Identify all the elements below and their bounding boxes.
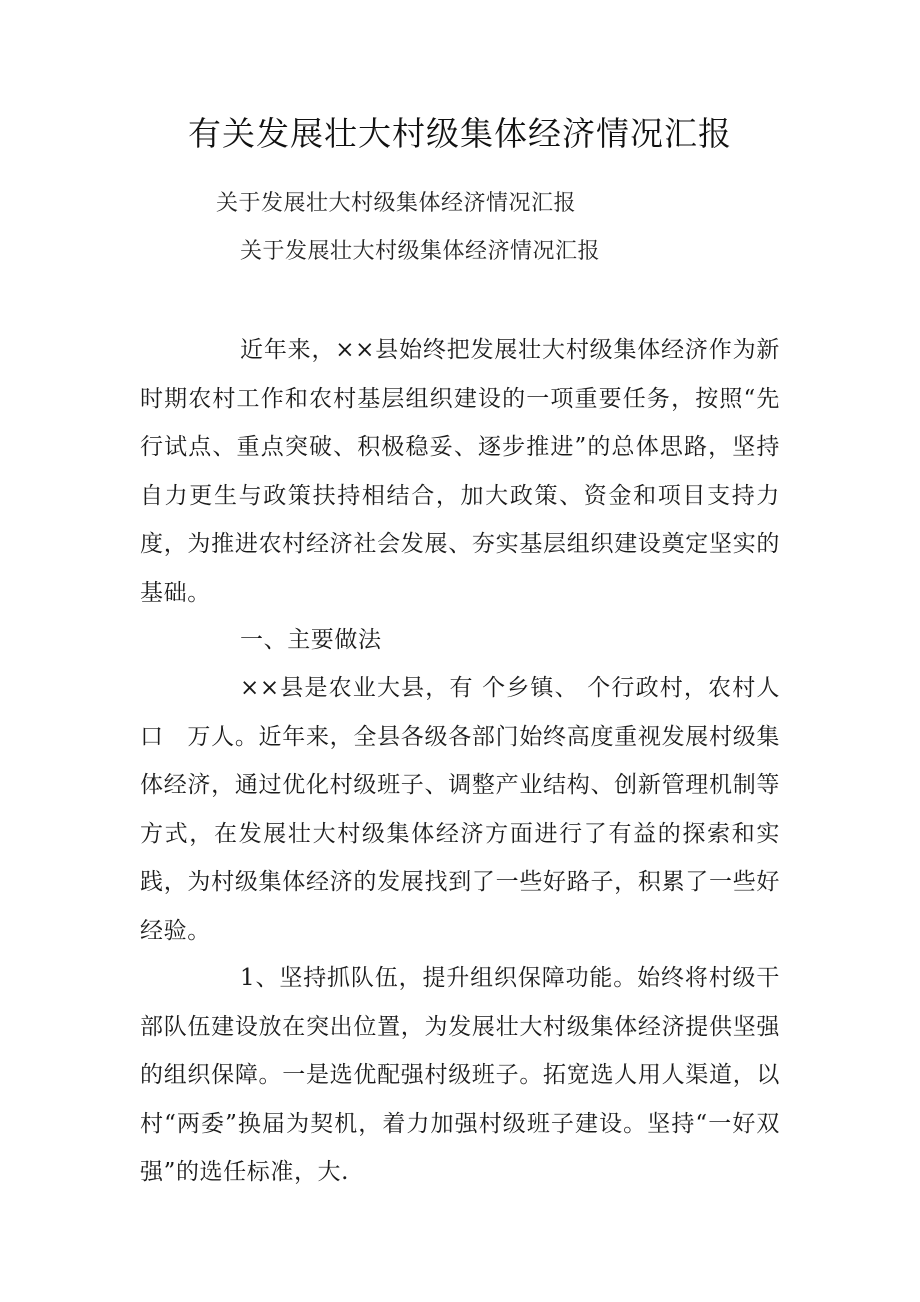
section-heading-main-practices: 一、主要做法 [240,627,382,653]
document-subtitle: 关于发展壮大村级集体经济情况汇报 [216,191,577,216]
paragraph-team-building: 1、坚持抓队伍，提升组织保障功能。始终将村级干部队伍建设放在突出位置，为发展壮大村级集体经济提供坚强的组织保障。一是选优配强村级班子。拓宽选人用人渠道，以村“两委”换届为契机，着力加强村级班子建设。坚持“一好双强”的选任标准，大. [140,965,780,1185]
paragraph-county-overview: ××县是农业大县，有 个乡镇、 个行政村，农村人口 万人。近年来，全县各级各部门始终高度重视发展村级集体经济，通过优化村级班子、调整产业结构、创新管理机制等方式，在发展壮大村级集体经济方面进行了有益的探索和实践，为村级集体经济的发展找到了一些好路子，积累了一些好经验。 [140,675,780,944]
document-title: 有关发展壮大村级集体经济情况汇报 [188,114,732,153]
paragraph-intro: 近年来，××县始终把发展壮大村级集体经济作为新时期农村工作和农村基层组织建设的一项重要任务，按照“先行试点、重点突破、积极稳妥、逐步推进”的总体思路，坚持自力更生与政策扶持相结合，加大政策、资金和项目支持力度，为推进农村经济社会发展、夯实基层组织建设奠定坚实的基础。 [140,337,780,606]
document-subtitle-repeat: 关于发展壮大村级集体经济情况汇报 [240,239,601,264]
